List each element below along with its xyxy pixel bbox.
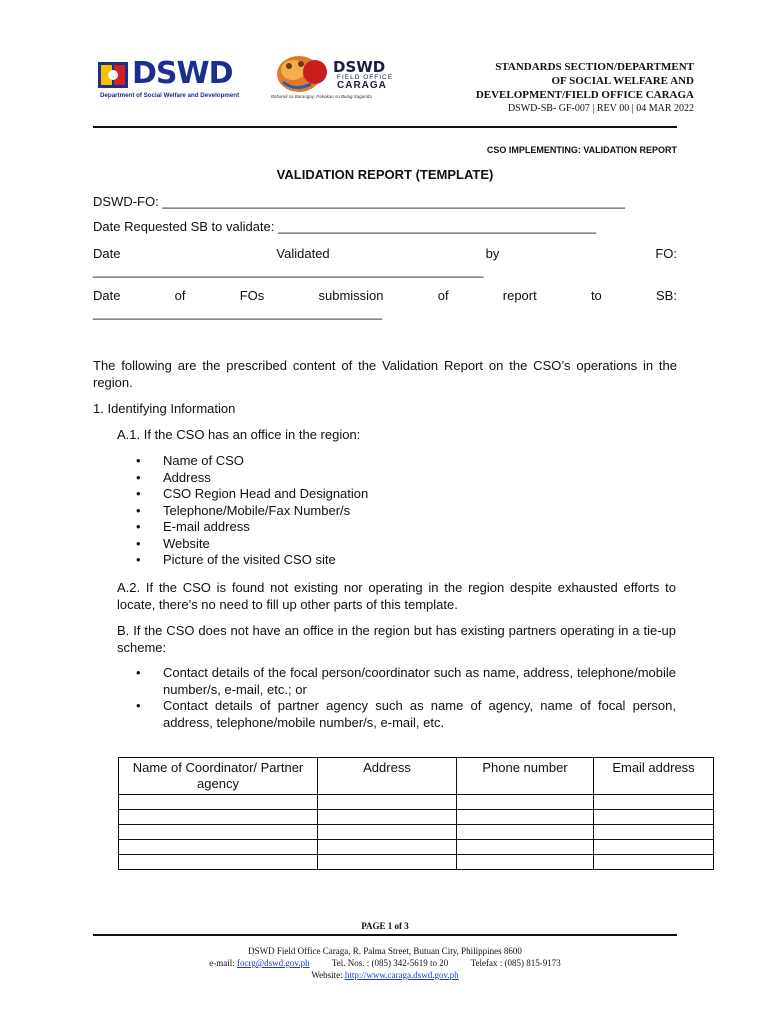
a2-wrap	[117, 579, 676, 613]
table-cell[interactable]	[594, 825, 714, 840]
b-list	[136, 665, 676, 731]
field-office-logo-word: DSWD	[333, 58, 386, 76]
field-word: FO:	[655, 246, 677, 261]
footer-website-label: Website:	[311, 970, 343, 980]
table-cell[interactable]	[457, 855, 594, 870]
list-item: • Picture of the visited CSO site	[136, 552, 676, 569]
field-office-logo-line3: CARAGA	[337, 80, 387, 91]
dswd-logo-word: DSWD	[132, 56, 233, 91]
header-divider	[93, 126, 677, 128]
document-title: VALIDATION REPORT (TEMPLATE)	[276, 167, 494, 182]
footer-contacts	[0, 958, 770, 968]
date-submission-blank: ________________________________________	[93, 305, 383, 320]
date-validated-field	[93, 246, 677, 261]
field-office-logo-line2: FIELD OFFICE	[337, 74, 394, 81]
table-cell[interactable]	[457, 840, 594, 855]
field-word: FOs	[239, 288, 265, 303]
date-validated-blank: ______________________________________________________	[93, 263, 484, 278]
table-cell[interactable]	[457, 795, 594, 810]
section-identifying-information: 1. Identifying Information	[93, 401, 236, 416]
field-word: report	[502, 288, 537, 303]
page-number: PAGE 1 of 3	[361, 921, 409, 931]
col-header-email: Email address	[594, 758, 714, 795]
table-cell[interactable]	[119, 855, 318, 870]
list-item: • CSO Region Head and Designation	[136, 486, 676, 503]
footer-address: DSWD Field Office Caraga, R. Palma Street, Butuan City, Philippines 8600	[248, 946, 522, 956]
field-word: of	[174, 288, 186, 303]
field-word: to	[590, 288, 602, 303]
table-cell[interactable]	[119, 825, 318, 840]
dswd-fo-field: DSWD-FO: ________________________________________________________________	[93, 194, 626, 209]
document-code: DSWD-SB- GF-007 | REV 00 | 04 MAR 2022	[507, 103, 694, 114]
list-item: • Contact details of partner agency such as name of agency, name of focal person, address, telephone/mobile number/s, e-mail, etc.	[136, 698, 676, 731]
table-cell[interactable]	[594, 795, 714, 810]
footer-email-label: e-mail:	[209, 958, 235, 968]
footer-website	[0, 970, 770, 980]
table-cell[interactable]	[318, 840, 457, 855]
standards-line-3: DEVELOPMENT/FIELD OFFICE CARAGA	[475, 89, 694, 101]
table-cell[interactable]	[119, 810, 318, 825]
dswd-logo-subtitle: Department of Social Welfare and Development	[100, 92, 240, 99]
standards-line-1: STANDARDS SECTION/DEPARTMENT	[495, 61, 694, 73]
table-row	[119, 840, 714, 855]
a1-heading: A.1. If the CSO has an office in the region:	[117, 427, 361, 442]
table-cell[interactable]	[594, 855, 714, 870]
dswd-emblem-icon	[98, 62, 128, 88]
table-cell[interactable]	[594, 840, 714, 855]
field-word: submission	[318, 288, 384, 303]
a1-list	[136, 453, 676, 569]
a2-paragraph: A.2. If the CSO is found not existing nor operating in the region despite exhausted efforts to locate, there’s no need to fill up other parts of this template.	[117, 580, 676, 612]
table-cell[interactable]	[119, 840, 318, 855]
footer-tel: Tel. Nos. : (085) 342-5619 to 20	[331, 958, 449, 968]
field-office-emblem-icon	[275, 52, 335, 96]
table-cell[interactable]	[318, 810, 457, 825]
col-header-phone: Phone number	[457, 758, 594, 795]
standards-header	[434, 60, 694, 116]
table-cell[interactable]	[318, 825, 457, 840]
table-row	[119, 825, 714, 840]
date-requested-field: Date Requested SB to validate: ____________________________________________	[93, 219, 597, 234]
table-cell[interactable]	[318, 855, 457, 870]
list-item: • Website	[136, 536, 676, 553]
intro-paragraph-wrap	[93, 357, 677, 391]
b-wrap	[117, 622, 676, 656]
table-cell[interactable]	[457, 810, 594, 825]
table-cell[interactable]	[457, 825, 594, 840]
footer-email-link[interactable]: focrg@dswd.gov.ph	[237, 958, 310, 968]
list-item: • E-mail address	[136, 519, 676, 536]
field-office-logo-tagline: Bahandi sa Barangay, Pakokao sa Bulag Sagunda	[271, 94, 372, 99]
footer-divider	[93, 934, 677, 936]
table-row	[119, 810, 714, 825]
table-cell[interactable]	[318, 795, 457, 810]
field-word: by	[485, 246, 500, 261]
b-heading: B. If the CSO does not have an office in the region but has existing partners operating in a tie-up scheme:	[117, 623, 676, 655]
table-cell[interactable]	[594, 810, 714, 825]
col-header-name: Name of Coordinator/ Partner agency	[119, 758, 318, 795]
table-header-row	[119, 758, 714, 795]
dswd-logo	[98, 56, 240, 102]
table-row	[119, 795, 714, 810]
field-word: Date	[93, 246, 121, 261]
list-item: • Contact details of the focal person/coordinator such as name, address, telephone/mobile number/s, e-mail, etc.; or	[136, 665, 676, 698]
footer-telefax: Telefax : (085) 815-9173	[470, 958, 561, 968]
field-word: SB:	[655, 288, 677, 303]
date-submission-field	[93, 288, 677, 303]
standards-line-2: OF SOCIAL WELFARE AND	[551, 75, 694, 87]
list-item: • Name of CSO	[136, 453, 676, 470]
field-word: of	[437, 288, 449, 303]
table-cell[interactable]	[119, 795, 318, 810]
section-tag: CSO IMPLEMENTING: VALIDATION REPORT	[486, 145, 677, 155]
footer-website-link[interactable]: http://www.caraga.dswd.gov.ph	[344, 970, 459, 980]
contact-table	[118, 757, 714, 870]
col-header-address: Address	[318, 758, 457, 795]
field-word: Date	[93, 288, 121, 303]
list-item: • Address	[136, 470, 676, 487]
field-word: Validated	[276, 246, 330, 261]
field-office-logo	[271, 52, 405, 106]
list-item: • Telephone/Mobile/Fax Number/s	[136, 503, 676, 520]
table-row	[119, 855, 714, 870]
intro-paragraph: The following are the prescribed content of the Validation Report on the CSO’s operations in the region.	[93, 358, 677, 390]
